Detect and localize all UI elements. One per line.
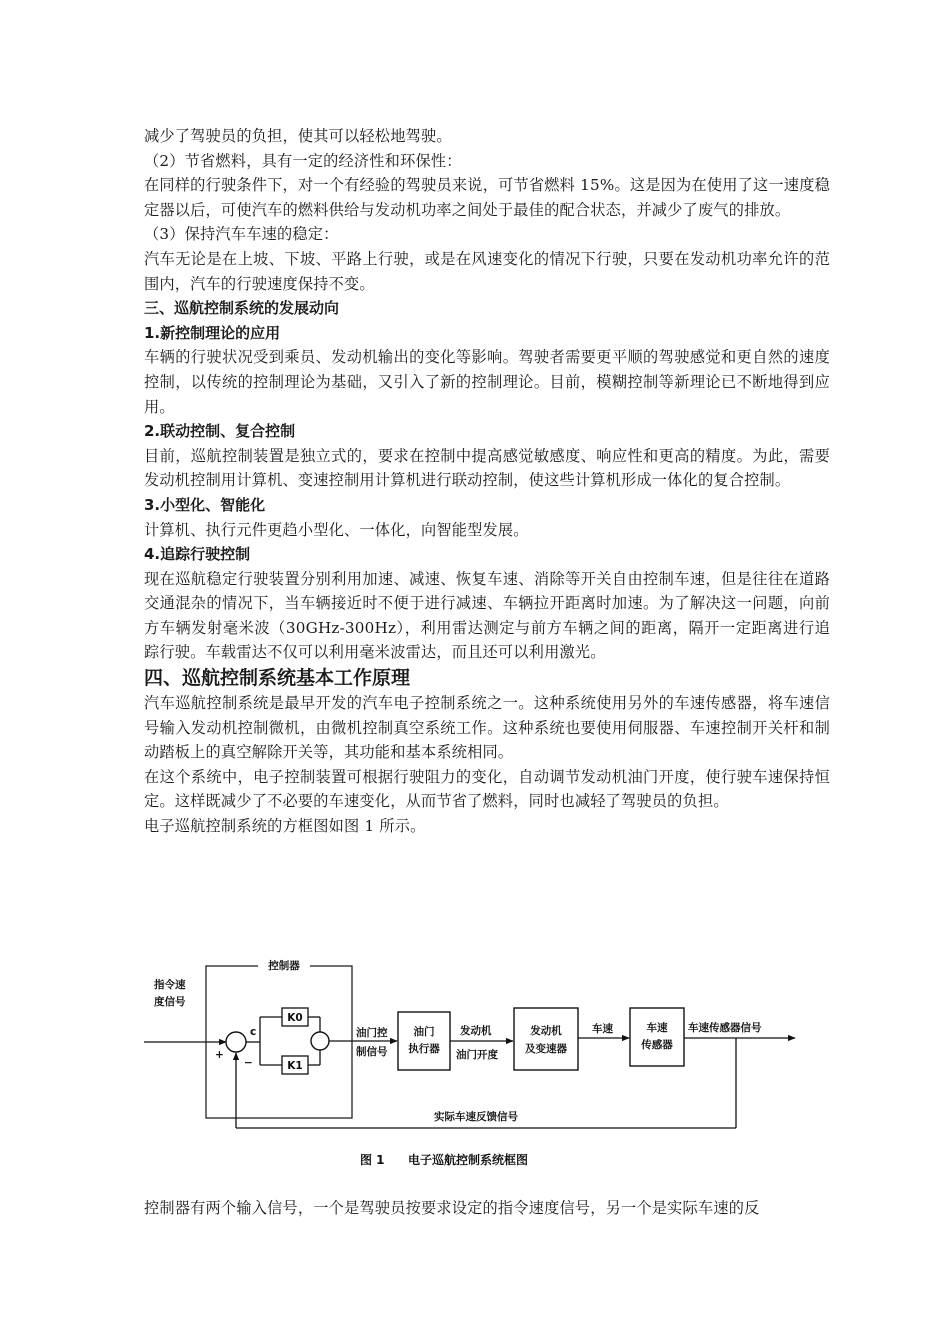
body-text <box>144 124 830 839</box>
controller-label: 控制器 <box>268 960 300 972</box>
svg-text:K1: K1 <box>287 1060 303 1072</box>
list-item-heading: （2）节省燃料，具有一定的经济性和环保性： <box>144 151 462 170</box>
svg-text:K0: K0 <box>287 1012 303 1024</box>
chapter-heading: 四、巡航控制系统基本工作原理 <box>144 667 411 690</box>
subsection-heading: 3.小型化、智能化 <box>144 495 266 514</box>
paragraph: 计算机、执行元件更趋小型化、一体化，向智能型发展。 <box>144 520 529 539</box>
output-junction <box>311 1032 329 1050</box>
paragraph: 现在巡航稳定行驶装置分别利用加速、减速、恢复车速、消除等开关自由控制车速，但是往往在道路交通混杂的情况下，当车辆接近时不便于进行减速、车辆拉开距离时加速。为了解决这一问题，向前方车辆发射毫米波（30GHz-300Hz），利用雷达测定与前方车辆之间的距离，隔开一定距离进行追踪行驶。车载雷达不仅可以利用毫米波雷达，而且还可以利用激光。 <box>144 569 830 662</box>
paragraph: 在同样的行驶条件下，对一个有经验的驾驶员来说，可节省燃料 15%。这是因为在使用了这一速度稳定器以后，可使汽车的燃料供给与发动机功率之间处于最佳的配合状态，并减少了废气的排放。 <box>144 176 830 219</box>
svg-text:−: − <box>244 1057 253 1069</box>
feedback-signal-label: 实际车速反馈信号 <box>434 1111 518 1123</box>
engine-throttle-label: 油门开度 <box>456 1049 498 1061</box>
paragraph: 目前，巡航控制装置是独立式的，要求在控制中提高感觉敏感度、响应性和更高的精度。为此，需要发动机控制用计算机、变速控制用计算机进行联动控制，使这些计算机形成一体化的复合控制。 <box>144 446 830 490</box>
paragraph: 汽车巡航控制系统是最早开发的汽车电子控制系统之一。这种系统使用另外的车速传感器，将车速信号输入发动机控制微机，由微机控制真空系统工作。这种系统也要使用伺服器、车速控制开关杆和制动踏板上的真空解除开关等，其功能和基本系统相同。 <box>144 694 830 762</box>
vehicle-speed-label: 车速 <box>592 1023 613 1035</box>
input-label: 指令速 <box>154 979 186 991</box>
subsection-heading: 4.追踪行驶控制 <box>144 545 251 564</box>
svg-text:车速: 车速 <box>646 1022 668 1034</box>
paragraph: 控制器有两个输入信号，一个是驾驶员按要求设定的指令速度信号，另一个是实际车速的反 <box>144 1199 760 1217</box>
summing-junction <box>226 1032 246 1052</box>
svg-text:油门: 油门 <box>413 1026 435 1038</box>
svg-text:传感器: 传感器 <box>641 1039 673 1051</box>
sensor-signal-label: 车速传感器信号 <box>688 1022 762 1034</box>
svg-text:+: + <box>215 1049 224 1061</box>
throttle-actuator-block <box>398 1012 450 1070</box>
engine-transmission-block <box>514 1008 578 1070</box>
throttle-control-signal-label: 制信号 <box>356 1046 388 1058</box>
input-label: 度信号 <box>154 996 186 1008</box>
section-heading: 三、巡航控制系统的发展动向 <box>144 299 340 318</box>
paragraph: 电子巡航控制系统的方框图如图 1 所示。 <box>144 817 426 836</box>
paragraph: 减少了驾驶员的负担，使其可以轻松地驾驶。 <box>144 127 452 145</box>
svg-text:执行器: 执行器 <box>408 1043 440 1055</box>
svg-text:发动机: 发动机 <box>530 1025 562 1037</box>
list-item-heading: （3）保持汽车车速的稳定： <box>144 225 339 244</box>
paragraph: 在这个系统中，电子控制装置可根据行驶阻力的变化，自动调节发动机油门开度，使行驶车速保持恒定。这样既减少了不必要的车速变化，从而节省了燃料，同时也减轻了驾驶员的负担。 <box>144 767 830 811</box>
speed-sensor-block <box>630 1008 684 1066</box>
figure-caption-text: 电子巡航控制系统框图 <box>408 1153 529 1167</box>
svg-text:及变速器: 及变速器 <box>525 1043 567 1055</box>
figure-caption-number: 图 1 <box>360 1153 385 1167</box>
paragraph: 汽车无论是在上坡、下坡、平路上行驶，或是在风速变化的情况下行驶，只要在发动机功率允许的范围内，汽车的行驶速度保持不变。 <box>144 249 830 293</box>
throttle-control-signal-label: 油门控 <box>356 1027 388 1039</box>
paragraph: 车辆的行驶状况受到乘员、发动机输出的变化等影响。驾驶者需要更平顺的驾驶感觉和更自然的速度控制，以传统的控制理论为基础，又引入了新的控制理论。目前，模糊控制等新理论已不断地得到应用。 <box>144 348 830 416</box>
node-c: c <box>250 1026 257 1038</box>
body-text-bottom <box>144 1196 830 1221</box>
subsection-heading: 1.新控制理论的应用 <box>144 323 281 342</box>
block-diagram <box>140 942 820 1172</box>
subsection-heading: 2.联动控制、复合控制 <box>144 422 296 441</box>
engine-throttle-label: 发动机 <box>460 1025 492 1037</box>
